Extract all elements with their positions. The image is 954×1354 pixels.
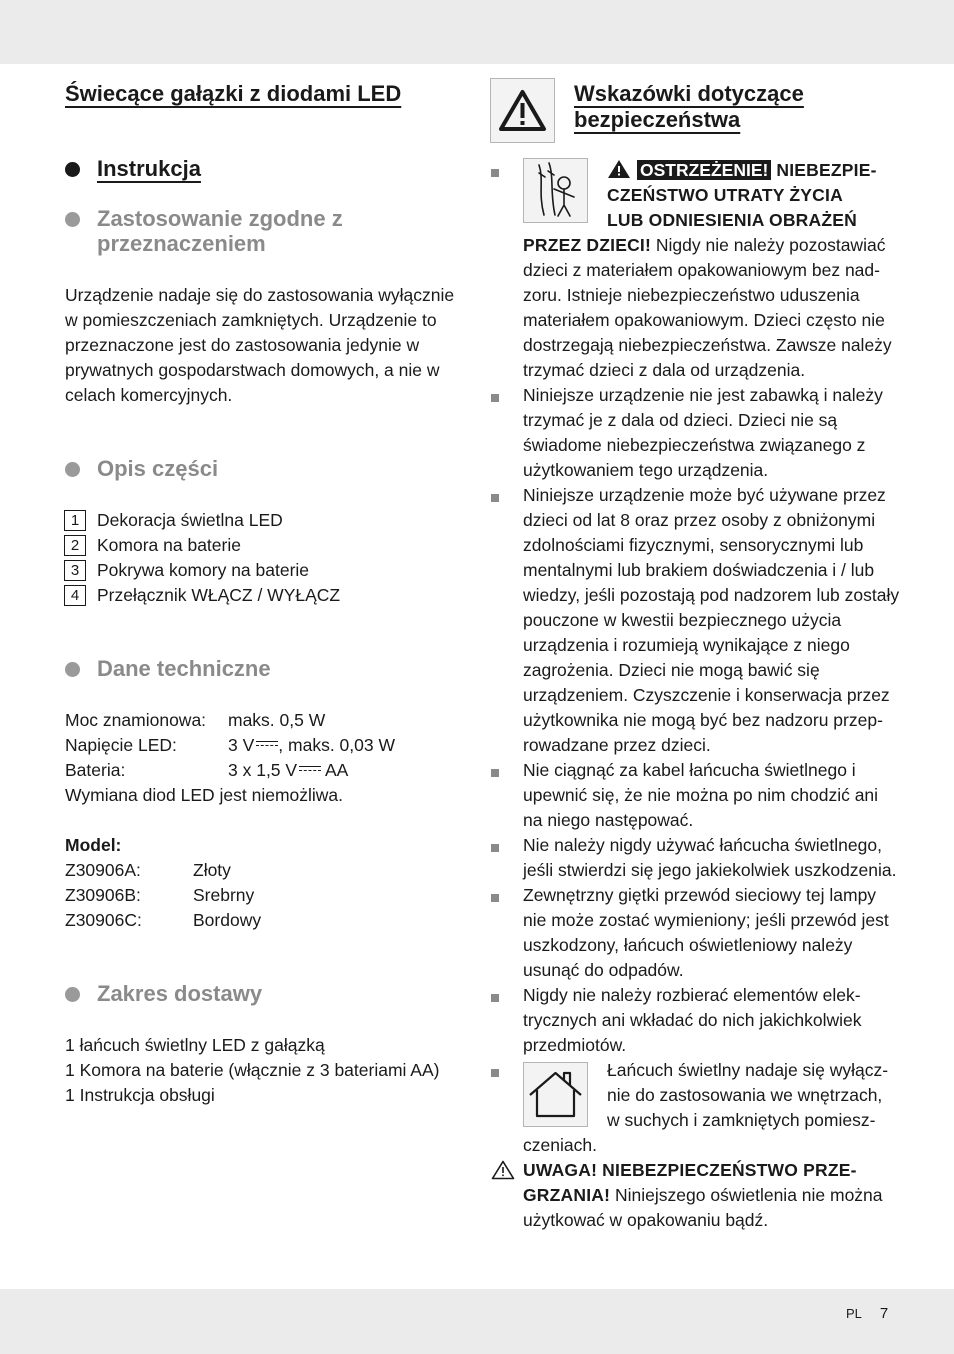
part-label: Przełącznik WŁĄCZ / WYŁĄCZ xyxy=(97,585,341,605)
section-bullet-icon xyxy=(65,662,80,677)
bullet-square xyxy=(491,494,499,502)
page-number: PL 7 xyxy=(846,1305,889,1322)
caution-text: GRZANIA! Niniejszego oświetlenia nie można xyxy=(523,1185,883,1205)
house-icon xyxy=(523,1062,588,1127)
section-bullet-icon xyxy=(65,462,80,477)
part-label: Dekoracja świetlna LED xyxy=(97,510,283,530)
list-item: 1 łańcuch świetlny LED z gałązką xyxy=(65,1035,325,1055)
delivery-heading: Zakres dostawy xyxy=(97,981,263,1006)
usage-paragraph: Urządzenie nadaje się do zastosowania wyłącznie w pomieszczeniach zamkniętych. Urządzenie to przeznaczone jest do zastosowania jedynie w prywatnych gospodarstwach domowych, a nie w celach komercyjnych. xyxy=(65,285,455,405)
tech-value: 3 V , maks. 0,03 W xyxy=(228,735,395,755)
warning-heading: CZEŃSTWO UTRATY ŻYCIA xyxy=(607,185,843,205)
instruction-heading: Instrukcja xyxy=(97,156,201,181)
tech-value: 3 x 1,5 V AA xyxy=(228,760,349,780)
warning-text: PRZEZ DZIECI! Nigdy nie należy pozostawiać xyxy=(523,235,886,255)
part-number: 3 xyxy=(64,560,86,581)
usage-heading: Zastosowanie zgodne z przeznaczeniem xyxy=(97,206,343,256)
safety-bullet: Nie ciągnąć za kabel łańcucha świetlnego i upewnić się, że nie można po nim chodzić ani na niego następować. xyxy=(523,760,879,830)
part-number: 2 xyxy=(64,535,86,556)
caution-triangle-icon xyxy=(491,1160,515,1185)
caution-text: użytkować w opakowaniu bądź. xyxy=(523,1210,769,1230)
footer-band xyxy=(0,1289,954,1354)
indoor-text: czeniach. xyxy=(523,1135,597,1155)
bullet-square xyxy=(491,894,499,902)
part-number: 4 xyxy=(64,585,86,606)
section-bullet-icon xyxy=(65,162,80,177)
tech-value: maks. 0,5 W xyxy=(228,710,326,730)
section-bullet-icon xyxy=(65,212,80,227)
warning-small-icon xyxy=(607,159,631,186)
bullet-square xyxy=(491,1069,499,1077)
safety-bullet: Niniejsze urządzenie może być używane przez dzieci od lat 8 oraz przez osoby z obniżonymi zdolnościami fizycznymi, sensorycznymi lub mentalnymi lub brakiem doświadczenia i / lub wiedzy, jeśli pozostają pod nadzorem lub zostały pouczone w kwestii bezpiecznego użycia urządzenia i rozumieją wynikające z niego zagrożenia. Dzieci nie mogą bawić się urządzeniem. Czyszczenie i konserwacja przez użytkownika nie mogą być bez nadzoru przep- rowadzane przez dzieci. xyxy=(523,485,900,755)
part-number: 1 xyxy=(64,510,86,531)
model-color: Srebrny xyxy=(193,885,255,905)
document-title: Świecące gałązki z diodami LED xyxy=(65,81,402,106)
safety-title: Wskazówki dotyczące bezpieczeństwa xyxy=(574,81,804,132)
dc-symbol-icon xyxy=(299,766,321,774)
tech-heading: Dane techniczne xyxy=(97,656,271,681)
warning-triangle-icon xyxy=(490,78,555,143)
model-code: Z30906A: xyxy=(65,860,141,880)
parts-heading: Opis części xyxy=(97,456,219,481)
header-band xyxy=(0,0,954,64)
model-code: Z30906B: xyxy=(65,885,141,905)
tech-label: Napięcie LED: xyxy=(65,735,177,755)
model-heading: Model: xyxy=(65,835,122,855)
bullet-square xyxy=(491,994,499,1002)
tech-note: Wymiana diod LED jest niemożliwa. xyxy=(65,785,344,805)
warning-heading: LUB ODNIESIENIA OBRAŻEŃ xyxy=(607,210,857,230)
bullet-square xyxy=(491,394,499,402)
warning-text: dzieci z materiałem opakowaniowym bez nad- zoru. Istnieje niebezpieczeństwo uduszenia materiałem opakowaniowym. Dzieci często nie dostrzegają niebezpieczeństwa. Zawsze należy trzymać dzieci z dala od urządzenia. xyxy=(523,260,892,380)
safety-bullet: Nigdy nie należy rozbierać elementów elek- trycznych ani wkładać do nich jakichkolwiek przedmiotów. xyxy=(523,985,862,1055)
safety-bullet: Zewnętrzny giętki przewód sieciowy tej lampy nie może zostać wymieniony; jeśli przewód jest uszkodzony, łańcuch oświetleniowy należy usunąć do odpadów. xyxy=(523,885,889,980)
list-item: 1 Komora na baterie (włącznie z 3 bateriami AA) xyxy=(65,1060,440,1080)
model-color: Bordowy xyxy=(193,910,262,930)
child-with-cord-icon xyxy=(523,158,588,223)
model-color: Złoty xyxy=(193,860,231,880)
indoor-text: Łańcuch świetlny nadaje się wyłącz- nie do zastosowania we wnętrzach, w suchych i zamkniętych pomiesz- xyxy=(607,1060,889,1130)
tech-label: Moc znamionowa: xyxy=(65,710,207,730)
tech-label: Bateria: xyxy=(65,760,126,780)
list-item: 1 Instrukcja obsługi xyxy=(65,1085,215,1105)
dc-symbol-icon xyxy=(256,741,278,749)
section-bullet-icon xyxy=(65,987,80,1002)
bullet-square xyxy=(491,769,499,777)
bullet-square xyxy=(491,169,499,177)
delivery-list xyxy=(65,1033,439,1108)
safety-bullet: Niniejsze urządzenie nie jest zabawką i należy trzymać je z dala od dzieci. Dzieci nie są świadome niebezpieczeństwa związanego z użytkowaniem tego urządzenia. xyxy=(523,385,883,480)
warning-heading: OSTRZEŻENIE! NIEBEZPIE- xyxy=(607,158,877,186)
model-code: Z30906C: xyxy=(65,910,142,930)
safety-bullet: Nie należy nigdy używać łańcucha świetlnego, jeśli stwierdzi się jego jakiekolwiek uszkodzenia. xyxy=(523,835,897,880)
part-label: Pokrywa komory na baterie xyxy=(97,560,310,580)
bullet-square xyxy=(491,844,499,852)
part-label: Komora na baterie xyxy=(97,535,241,555)
caution-heading: UWAGA! NIEBEZPIECZEŃSTWO PRZE- xyxy=(523,1160,857,1180)
